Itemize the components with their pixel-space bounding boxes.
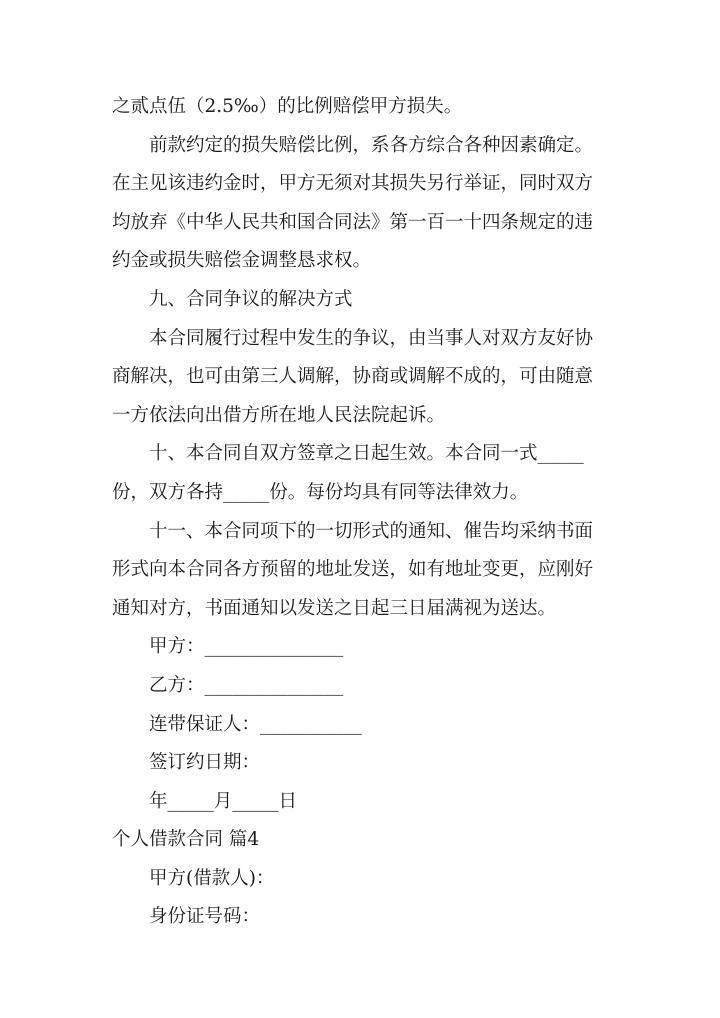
signing-date-label: 签订约日期： [149, 752, 261, 774]
text-line-1: 之贰点伍（2.5‰）的比例赔偿甲方损失。 [112, 96, 463, 117]
borrower-label: 甲方(借款人)： [149, 867, 275, 889]
contract-title: 个人借款合同 篇4 [112, 829, 260, 851]
text-line-8: 商解决，也可由第三人调解，协商或调解不成的，可由随意 [112, 366, 594, 388]
party-b-signature-line: 乙方：_______________ [149, 674, 344, 696]
text-line-4: 均放弃《中华人民共和国合同法》第一百一十四条规定的违 [112, 211, 594, 233]
text-line-13: 形式向本合同各方预留的地址发送，如有地址变更，应刚好 [112, 559, 594, 581]
text-line-9: 一方依法向出借方所在地人民法院起诉。 [112, 404, 446, 426]
text-line-12: 十一、本合同项下的一切形式的通知、催告均采纳书面 [149, 520, 594, 542]
section-heading-dispute: 九、合同争议的解决方式 [149, 288, 353, 310]
text-line-11: 份，双方各持_____份。每份均具有同等法律效力。 [112, 481, 529, 503]
signing-date-line: 年_____月_____日 [149, 790, 298, 812]
text-line-7: 本合同履行过程中发生的争议，由当事人对双方友好协 [149, 327, 594, 349]
text-line-2: 前款约定的损失赔偿比例，系各方综合各种因素确定。 [149, 134, 594, 156]
party-a-signature-line: 甲方：_______________ [149, 636, 344, 658]
text-line-14: 通知对方，书面通知以发送之日起三日届满视为送达。 [112, 597, 557, 619]
text-line-5: 约金或损失赔偿金调整恳求权。 [112, 250, 372, 272]
text-line-3: 在主见该违约金时，甲方无须对其损失另行举证，同时双方 [112, 173, 594, 195]
guarantor-signature-line: 连带保证人：___________ [149, 713, 362, 735]
document-page [112, 88, 612, 937]
text-line-10: 十、本合同自双方签章之日起生效。本合同一式_____ [149, 443, 584, 465]
id-number-label: 身份证号码： [149, 906, 261, 928]
